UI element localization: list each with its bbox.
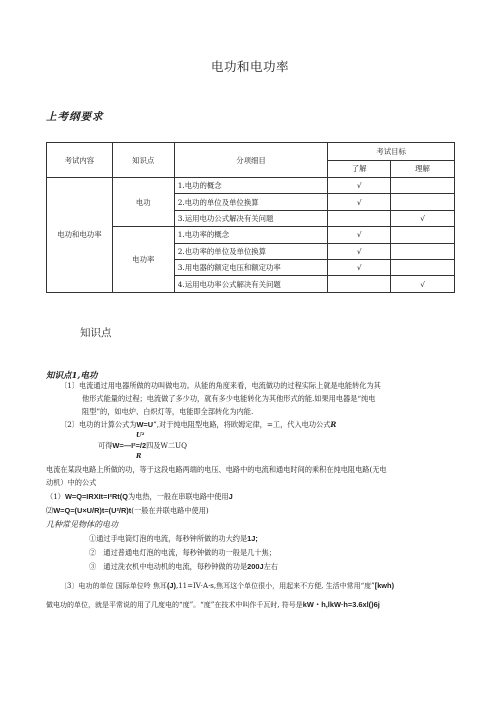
- cell-understand: [328, 276, 391, 292]
- cell-comprehend: [391, 194, 455, 210]
- text: 为电热，一般在串联电路中使用: [127, 492, 229, 501]
- cell-understand: √: [328, 243, 391, 259]
- header-point: 知识点: [112, 143, 174, 178]
- formula-line: [46, 505, 209, 516]
- unit: (J): [166, 581, 176, 590]
- paragraph-line: 他形式能量的过程；电流做了多少功，就有多少电能转化为其他形式的能.如果用电器是“纯电: [82, 394, 376, 403]
- cell-detail: 3.用电器的额定电压和额定功率: [174, 259, 328, 275]
- sub-heading: 几种常见物体的电功: [46, 520, 118, 529]
- header-comprehend: 理解: [391, 160, 455, 178]
- formula-superscript: U²: [136, 431, 145, 439]
- section-heading-syllabus: 上考纲要求: [46, 111, 104, 123]
- formula-line: [46, 491, 233, 502]
- page-title: 电功和电功率: [210, 59, 289, 74]
- formula-denominator: R: [136, 452, 142, 460]
- text: 左右: [263, 562, 278, 571]
- paragraph-line: [60, 580, 394, 592]
- cell-detail: 4.运用电功率公式解决有关问题: [174, 276, 328, 292]
- formula: W=U: [136, 420, 154, 429]
- value: 200J: [247, 562, 264, 571]
- formula: W二UQ: [160, 441, 187, 450]
- cell-point-power: 电功率: [112, 227, 174, 293]
- cell-detail: 3.运用电功公式解决有关问题: [174, 210, 328, 226]
- text: 可得: [98, 441, 113, 450]
- header-target: 考试目标: [328, 143, 455, 161]
- knowledge-point-heading: 知识点1,电功: [46, 371, 98, 381]
- text: （1）: [46, 492, 65, 501]
- formula-line: [60, 419, 336, 430]
- text: 〔3〕电功的单位: [60, 582, 114, 590]
- text: 国际单位呤: [115, 582, 151, 590]
- text: ③ 通过洗衣机中电动机的电流，每秒钟做的功是: [89, 562, 248, 571]
- text: 〔2〕电功的计算公式为: [60, 420, 137, 429]
- text: ”,对于纯电阻型电路，将欧姆定律，=工，代入电功公式: [153, 420, 331, 429]
- cell-comprehend: [391, 259, 455, 275]
- text: ,11=IV·A·s,: [175, 582, 217, 590]
- cell-detail: 1.电功率的概念: [174, 227, 328, 243]
- header-content: 考试内容: [47, 143, 113, 178]
- cell-content: 电功和电功率: [47, 178, 113, 293]
- table-row: [47, 178, 455, 194]
- formula: W=Q=(U×U/R)t=(U²/R)t: [53, 506, 132, 515]
- cell-comprehend: √: [391, 210, 455, 226]
- text: 焦耳: [152, 582, 167, 590]
- cell-comprehend: [391, 227, 455, 243]
- text: ⑵: [46, 506, 54, 515]
- text: 四及: [146, 441, 161, 450]
- paragraph-line: [46, 599, 380, 611]
- value: 1J;: [247, 534, 258, 543]
- list-item: [89, 533, 258, 544]
- table-header-row: [47, 143, 455, 161]
- paragraph-line: 电流在某段电路上所做的功，等于这段电路两端的电压、电路中的电流和通电时间的乘积在纯电阻电路(无电: [46, 465, 387, 474]
- cell-detail: 2.电功的单位及单位换算: [174, 194, 328, 210]
- cell-understand: √: [328, 259, 391, 275]
- section-heading-knowledge: 知识点: [80, 327, 112, 339]
- text: ①通过手电筒灯泡的电流，每秒钟所做的功大约是: [89, 534, 248, 543]
- cell-understand: √: [328, 227, 391, 243]
- cell-comprehend: √: [391, 276, 455, 292]
- text: 做电功的单位，就是平常说的用了几度电的“度”。“度”在技术中叫作千瓦时, 符号是: [46, 601, 303, 609]
- cell-understand: √: [328, 178, 391, 194]
- formula: J: [228, 492, 233, 501]
- cell-point-work: 电功: [112, 178, 174, 227]
- header-understand: 了解: [328, 160, 391, 178]
- list-item: [89, 561, 278, 572]
- cell-understand: √: [328, 194, 391, 210]
- formula-symbol: R: [330, 420, 337, 429]
- cell-detail: 1.电功的概念: [174, 178, 328, 194]
- cell-detail: 2.也功率的单位及单位换算: [174, 243, 328, 259]
- paragraph-line: 动机）中的公式: [46, 478, 97, 487]
- header-detail: 分项细目: [174, 143, 328, 178]
- paragraph-line: 〔1〕电流通过用电器所做的功叫做电功。从能的角度来看，电流做功的过程实际上就是电能转化为其: [60, 381, 381, 390]
- cell-comprehend: [391, 178, 455, 194]
- cell-understand: [328, 210, 391, 226]
- cell-comprehend: [391, 243, 455, 259]
- unit: kW・h,lkW·h=3.6xl()6j: [302, 600, 380, 609]
- text: (一般在并联电路中使用): [131, 506, 209, 515]
- formula: W=Q=IRXIt=I²Rt(Q: [64, 492, 128, 501]
- formula-line: [98, 440, 187, 451]
- paragraph-line: 阻型”的，如电炉、白炽灯等，电能即全部转化为内能.: [82, 407, 254, 416]
- syllabus-table: [46, 142, 455, 293]
- list-item: ② 通过普通电灯泡的电流，每秒钟做的功一般是几十焦；: [89, 548, 276, 557]
- unit: [kwh): [374, 581, 395, 590]
- formula: W=—I²=/2: [112, 441, 147, 450]
- text: 焦耳这个单位很小，用起来不方便, 生活中常用“度”: [216, 582, 375, 590]
